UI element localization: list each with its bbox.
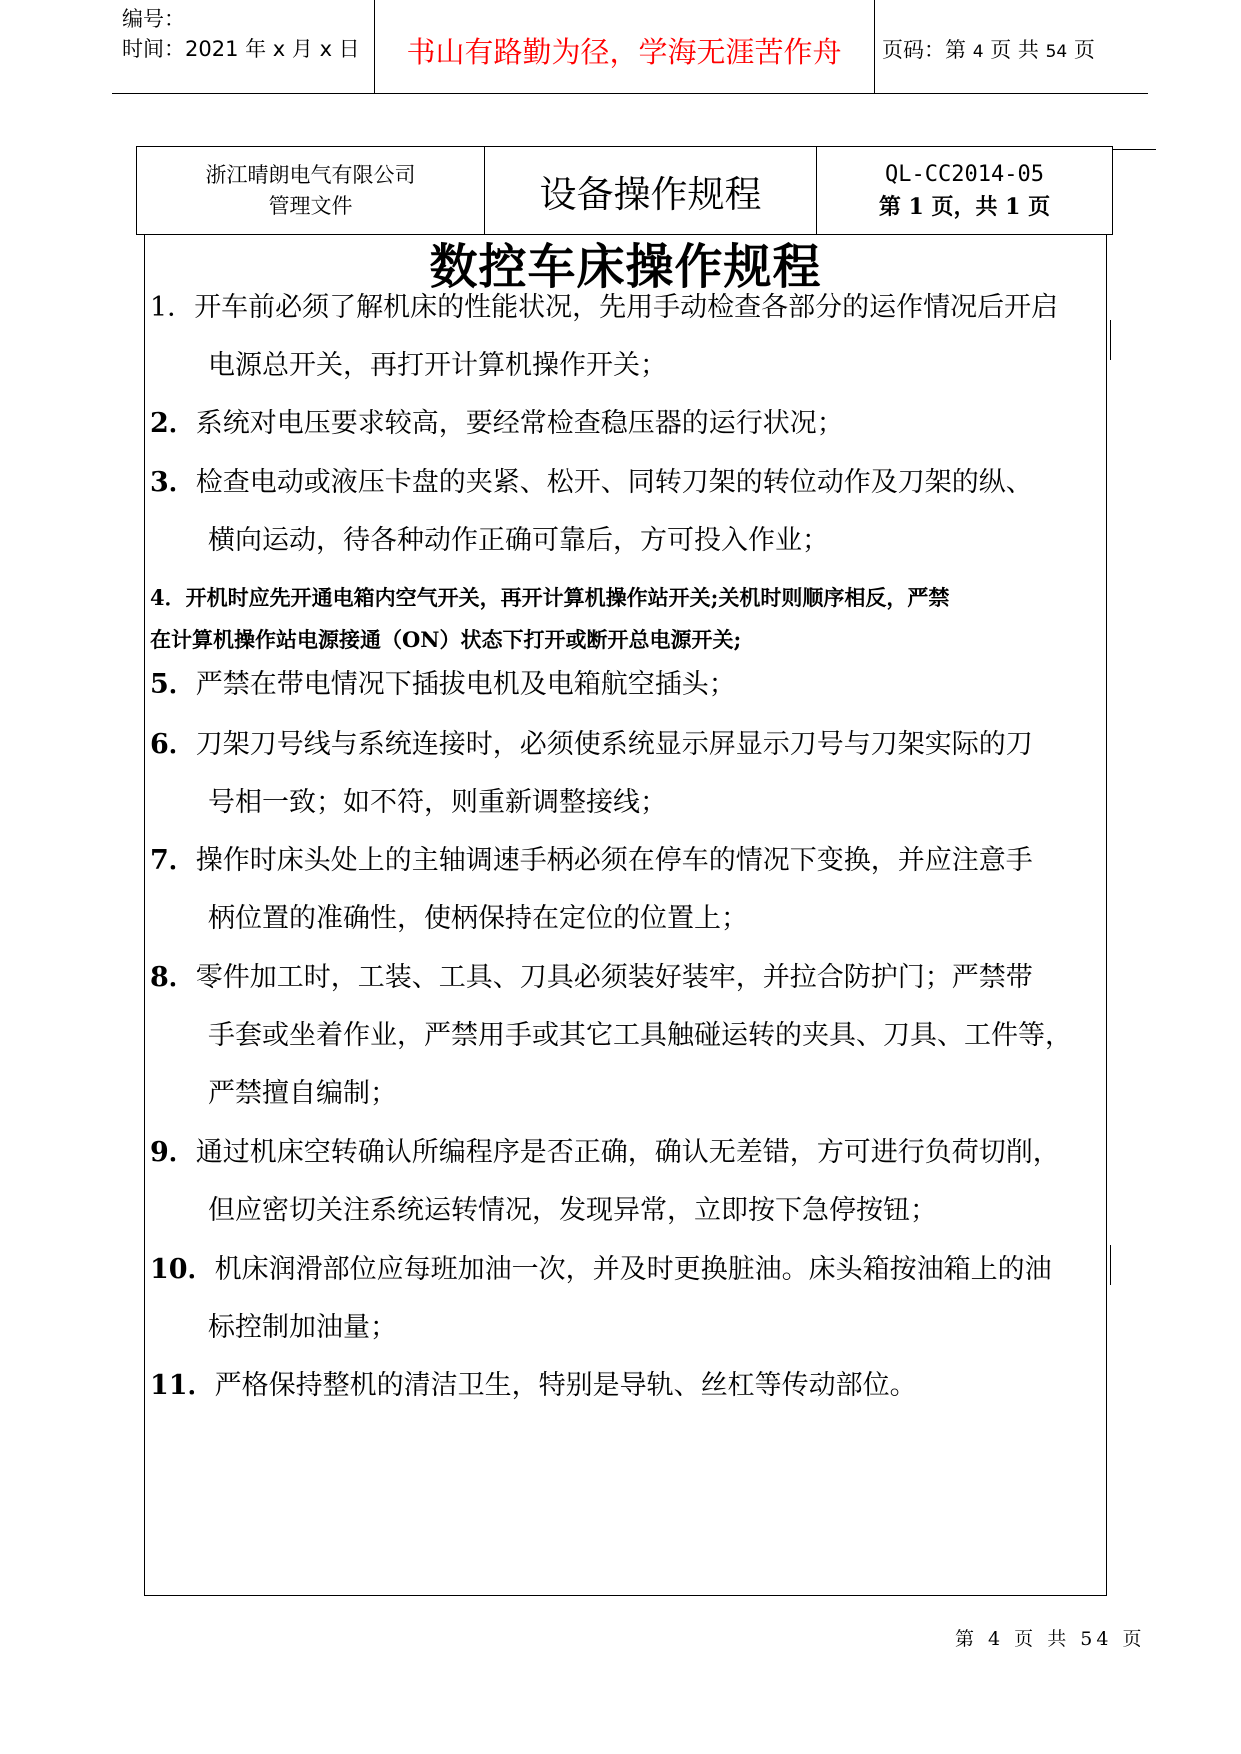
page-suffix: 页 [1073,38,1095,62]
item-number: 5． [150,669,196,700]
doc-type: 管理文件 [268,193,353,218]
item-text: 严格保持整机的清洁卫生，特别是导轨、丝杠等传动部位。 [214,1370,917,1401]
item-continuation: 号相一致；如不符，则重新调整接线； [208,787,667,818]
category-cell [485,147,817,234]
item-continuation: 柄位置的准确性，使柄保持在定位的位置上； [208,903,748,934]
item-text: 严禁在带电情况下插拔电机及电箱航空插头； [195,669,736,700]
item-continuation: 但应密切关注系统运转情况，发现异常，立即按下急停按钮； [208,1195,937,1226]
list-item-1 [150,285,1058,324]
doc-category: 设备操作规程 [539,172,762,216]
item-text: 零件加工时，工装、工具、刀具必须装好装牢，并拉合防护门；严禁带 [195,962,1033,993]
item-number: 9． [150,1137,196,1168]
item-number: 3． [150,467,196,498]
page-total: 54 [1045,42,1068,62]
document-title: 数控车床操作规程 [429,239,822,295]
list-item-7 [150,838,1033,877]
doc-code: QL-CC2014-05 [885,161,1044,187]
item-text: 系统对电压要求较高，要经常检查稳压器的运行状况； [195,408,844,439]
item-continuation: 严禁擅自编制； [208,1078,397,1109]
item-continuation: 横向运动，待各种动作正确可靠后，方可投入作业； [208,525,829,556]
item-text: 开机时应先开通电箱内空气开关，再开计算机操作站开关;关机时则顺序相反，严禁 [185,585,950,610]
item-number: 1． [150,292,195,323]
serial-label: 编号： [122,7,185,31]
code-cell [817,147,1112,234]
item-number: 2． [150,408,196,439]
item-continuation: 在计算机操作站电源接通（ON）状态下打开或断开总电源开关; [150,627,742,652]
list-item-4 [150,582,949,612]
list-item-9 [150,1130,1060,1169]
company-name: 浙江晴朗电气有限公司 [205,162,416,187]
document-header-table [136,146,1113,235]
header-divider [874,0,875,93]
date-label: 时间：2021 年 x 月 x 日 [122,37,360,61]
item-continuation: 标控制加油量； [208,1312,397,1343]
item-text: 检查电动或液压卡盘的夹紧、松开、同转刀架的转位动作及刀架的纵、 [195,467,1033,498]
item-continuation: 电源总开关，再打开计算机操作开关； [208,350,667,381]
item-number: 8． [150,962,196,993]
item-number: 7． [150,845,196,876]
page-indicator [882,34,1095,64]
item-text: 刀架刀号线与系统连接时，必须使系统显示屏显示刀号与刀架实际的刀 [195,729,1033,760]
running-header [112,0,1148,94]
motto: 书山有路勤为径，学海无涯苦作舟 [406,35,842,69]
list-item-5 [150,662,736,701]
list-item-10 [150,1247,1052,1286]
item-number: 4． [150,585,186,610]
list-item-8 [150,955,1033,994]
list-item-6 [150,722,1033,761]
item-text: 开车前必须了解机床的性能状况，先用手动检查各部分的运作情况后开启 [194,292,1059,323]
page-current: 4 [972,42,984,62]
item-text: 通过机床空转确认所编程序是否正确，确认无差错，方可进行负荷切削， [195,1137,1060,1168]
page-mid: 页 共 [990,38,1039,62]
page-footer: 第 4 页 共 54 页 [955,1628,1146,1650]
doc-pages: 第 1 页，共 1 页 [878,193,1051,220]
list-item-11 [150,1363,917,1402]
list-item-2 [150,401,844,440]
company-cell [137,147,485,234]
list-item-3 [150,460,1033,499]
item-number: 11． [150,1370,215,1401]
item-number: 10． [150,1254,215,1285]
item-text: 操作时床头处上的主轴调速手柄必须在停车的情况下变换，并应注意手 [195,845,1033,876]
margin-mark [1110,320,1111,360]
item-number: 6． [150,729,196,760]
margin-mark [1110,1245,1111,1285]
page-prefix: 页码：第 [882,38,966,62]
item-continuation: 手套或坐着作业，严禁用手或其它工具触碰运转的夹具、刀具、工件等， [208,1020,1072,1051]
serial-and-date [122,4,360,64]
item-text: 机床润滑部位应每班加油一次，并及时更换脏油。床头箱按油箱上的油 [214,1254,1052,1285]
